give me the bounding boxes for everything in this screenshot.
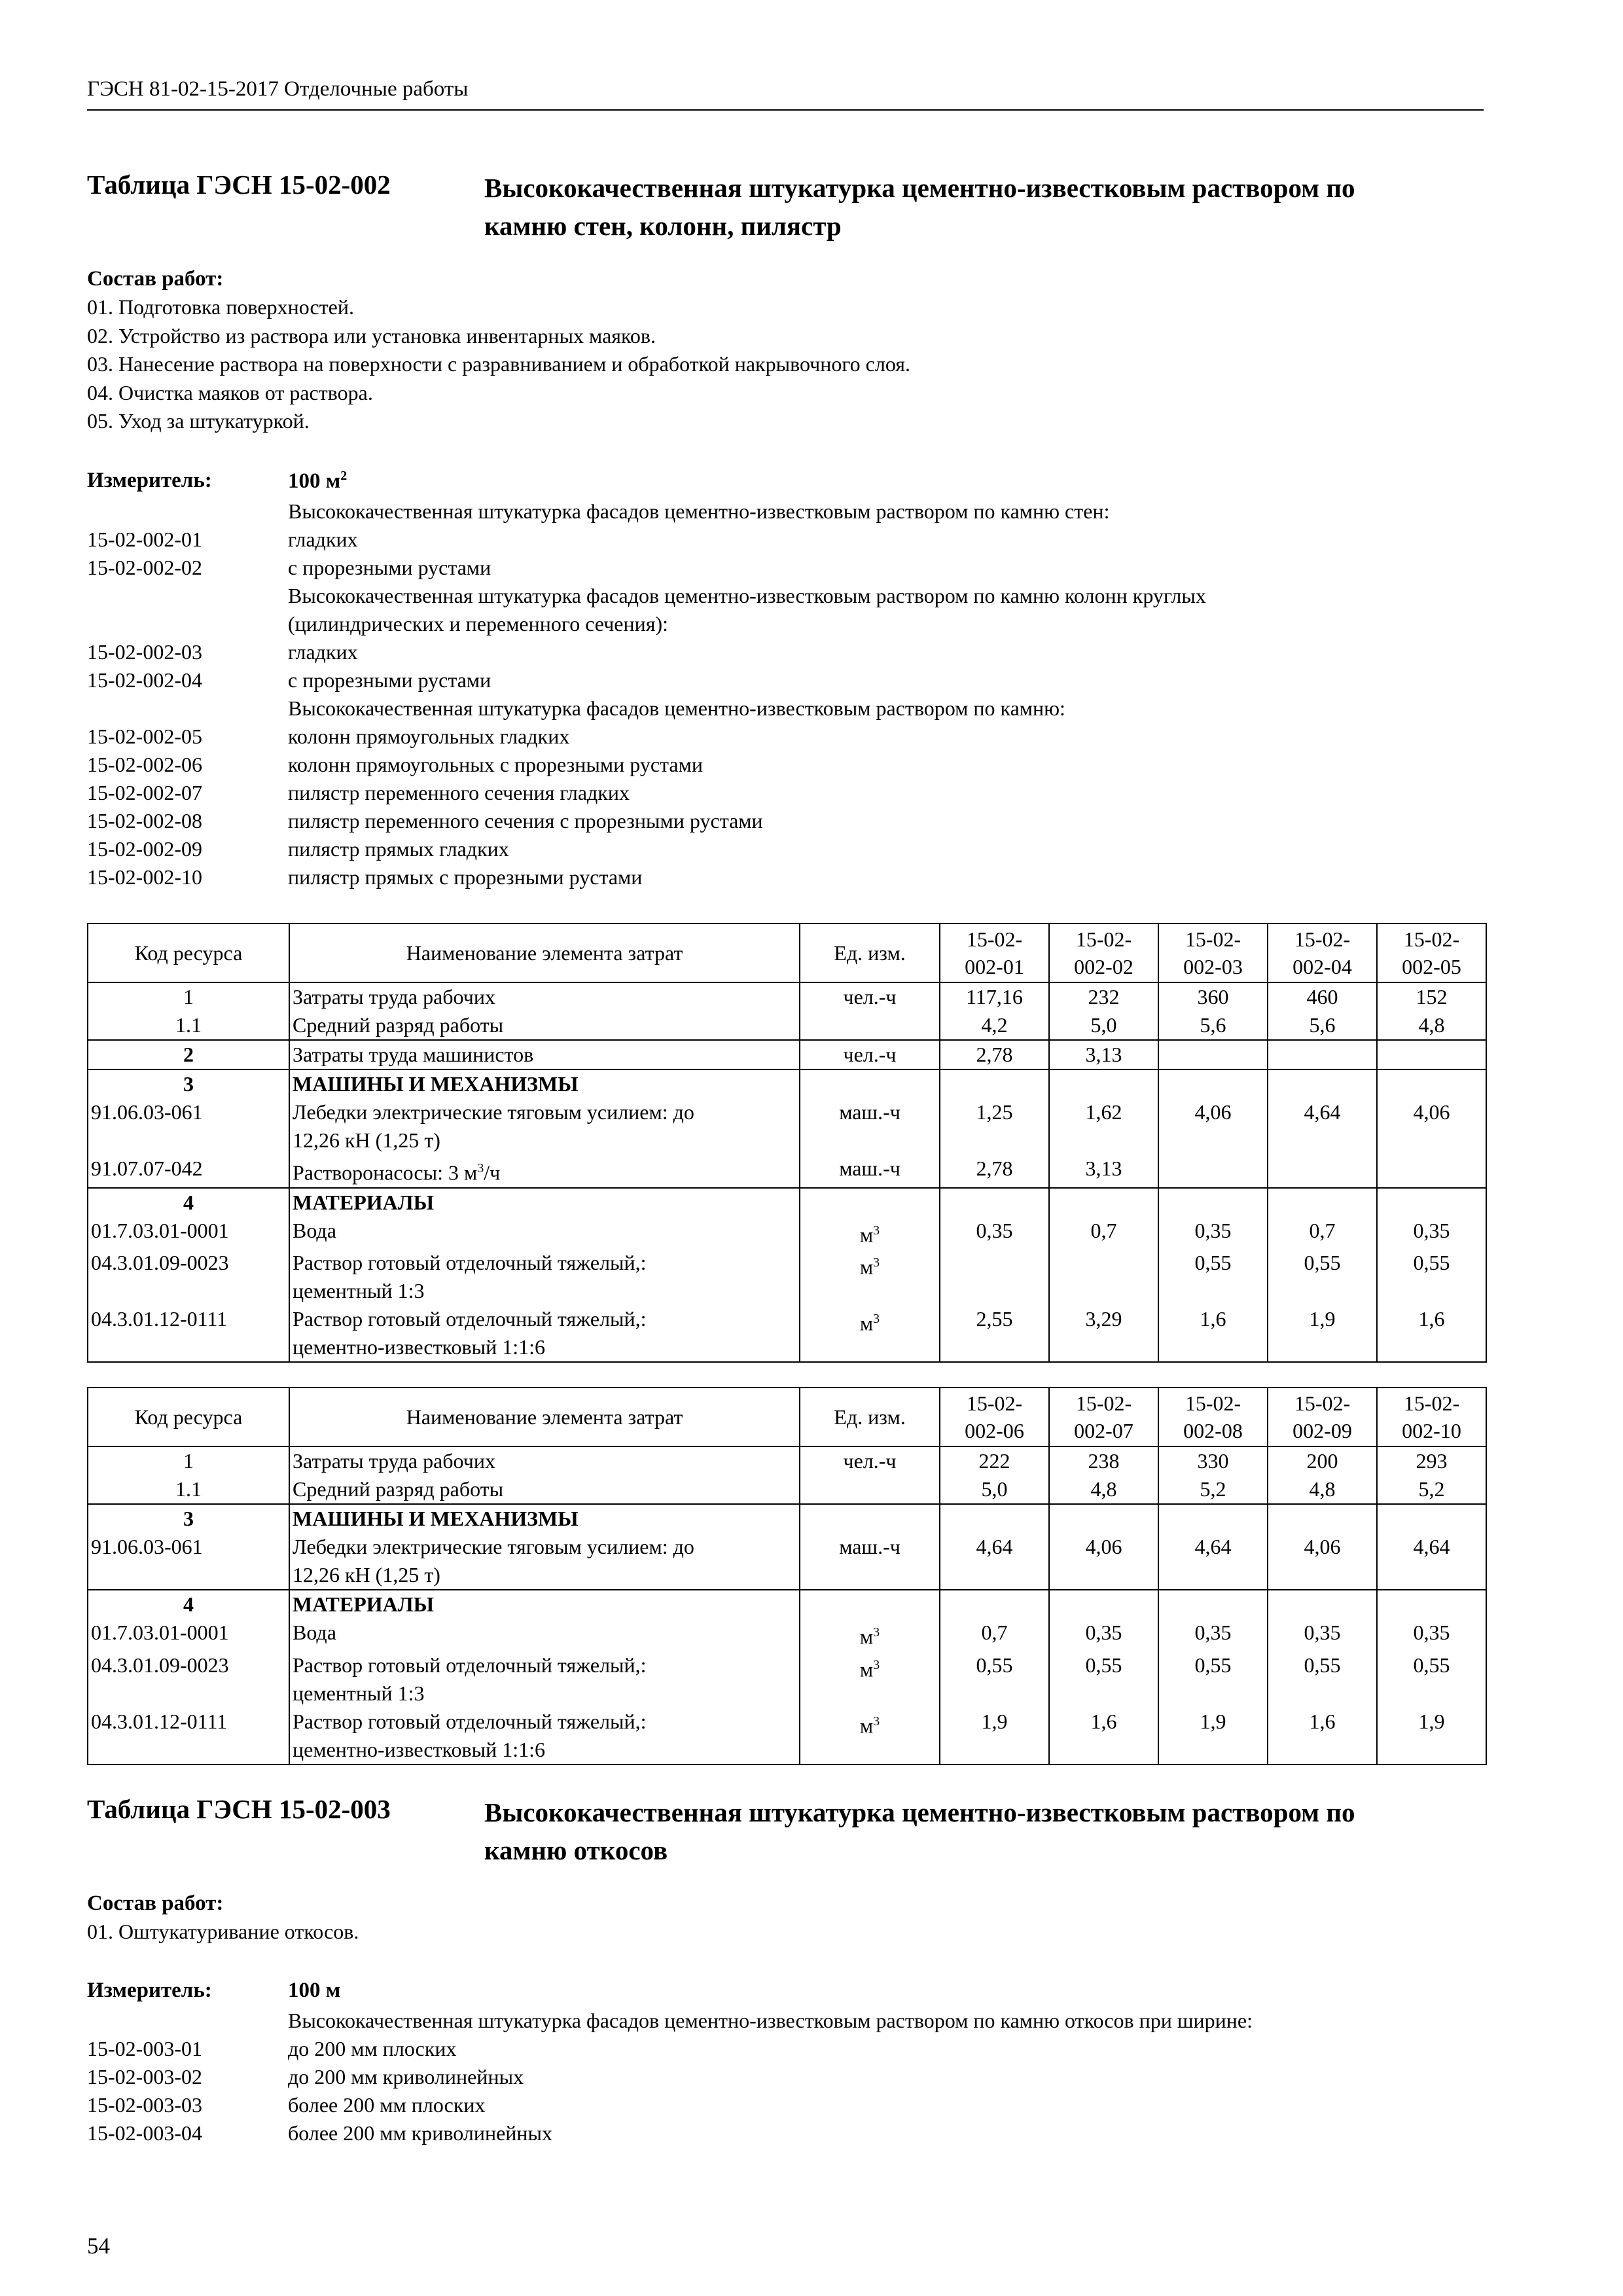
value-cell: 4,8 <box>1377 1011 1486 1040</box>
item-text: пилястр переменного сечения гладких <box>288 781 630 804</box>
norm-code-part: 15-02- <box>1185 927 1241 951</box>
value-cell: 0,55 <box>940 1651 1049 1708</box>
resource-name <box>289 1651 800 1708</box>
item-text: с прорезными рустами <box>288 668 491 692</box>
table-row <box>88 1098 1486 1155</box>
resource-code: 3 <box>88 1504 289 1533</box>
norm-code-part: 15-02- <box>1403 927 1460 951</box>
work-item: 01. Подготовка поверхностей. <box>87 295 354 319</box>
resource-unit <box>800 1651 940 1708</box>
resource-name: Средний разряд работы <box>289 1011 800 1040</box>
resource-unit <box>800 1475 940 1504</box>
table-title <box>484 169 1492 245</box>
norm-code-part: 002-03 <box>1183 955 1243 978</box>
item-code: 15-02-002-04 <box>87 668 202 692</box>
value-cell: 0,7 <box>940 1619 1049 1651</box>
resource-name <box>289 1305 800 1362</box>
cost-table-2 <box>87 1387 1487 1765</box>
table-title-line: Высококачественная штукатурка цементно-известковым раствором по <box>484 173 1355 203</box>
resource-unit <box>800 1619 940 1651</box>
norm-code-part: 002-01 <box>965 955 1024 978</box>
group-heading: Высококачественная штукатурка фасадов цементно-известковым раствором по камню стен: <box>288 499 1110 523</box>
value-cell: 3,13 <box>1049 1155 1158 1188</box>
col-header-norm <box>1377 924 1486 982</box>
value-cell: 5,0 <box>940 1475 1049 1504</box>
norm-code-part: 002-09 <box>1293 1419 1352 1443</box>
value-cell <box>1377 1155 1486 1188</box>
work-item: 01. Оштукатуривание откосов. <box>87 1920 359 1943</box>
table-row <box>88 1619 1486 1651</box>
col-header-norm <box>1268 1388 1377 1446</box>
col-header-norm <box>1268 924 1377 982</box>
norm-code-part: 15-02- <box>966 1391 1023 1415</box>
group-heading: Высококачественная штукатурка фасадов цементно-известковым раствором по камню: <box>288 696 1065 720</box>
group-heading: Высококачественная штукатурка фасадов цементно-известковым раствором по камню колонн круглых <box>288 584 1206 607</box>
name-line: 12,26 кН (1,25 т) <box>293 1128 440 1152</box>
name-line: цементный 1:3 <box>293 1279 425 1303</box>
group-heading: Высококачественная штукатурка фасадов цементно-известковым раствором по камню откосов при ширине: <box>288 2009 1253 2032</box>
work-item: 02. Устройство из раствора или установка инвентарных маяков. <box>87 323 656 348</box>
item-code: 15-02-002-01 <box>87 528 202 551</box>
value-cell: 293 <box>1377 1446 1486 1475</box>
norm-code-part: 002-08 <box>1183 1419 1243 1443</box>
value-cell: 222 <box>940 1446 1049 1475</box>
unit-text: м <box>859 1624 874 1649</box>
item-text: гладких <box>288 640 358 664</box>
resource-unit: чел.-ч <box>800 982 940 1011</box>
value-cell: 0,35 <box>1049 1619 1158 1651</box>
resource-name <box>289 1708 800 1765</box>
table-header-row <box>88 924 1486 982</box>
value-cell: 2,78 <box>940 1040 1049 1069</box>
value-cell: 330 <box>1158 1446 1268 1475</box>
table-row <box>88 1069 1486 1098</box>
value-cell: 0,7 <box>1049 1217 1158 1249</box>
value-cell: 4,8 <box>1049 1475 1158 1504</box>
resource-name: Средний разряд работы <box>289 1475 800 1504</box>
item-code: 15-02-003-01 <box>87 2037 202 2060</box>
name-line: цементно-известковый 1:1:6 <box>293 1335 545 1359</box>
table-row <box>88 1651 1486 1708</box>
resource-code: 1.1 <box>88 1011 289 1040</box>
resource-code: 1 <box>88 1446 289 1475</box>
resource-code: 3 <box>88 1069 289 1098</box>
table-title <box>484 1793 1492 1869</box>
value-cell: 4,8 <box>1268 1475 1377 1504</box>
value-cell <box>1158 1040 1268 1069</box>
work-item: 04. Очистка маяков от раствора. <box>87 380 373 404</box>
item-code: 15-02-002-07 <box>87 781 202 804</box>
resource-unit <box>800 1217 940 1249</box>
value-cell: 0,35 <box>940 1217 1049 1249</box>
value-cell: 4,06 <box>1158 1098 1268 1155</box>
item-text: пилястр прямых гладких <box>288 837 509 861</box>
table-row <box>88 1249 1486 1305</box>
value-cell: 0,7 <box>1268 1217 1377 1249</box>
value-cell: 0,35 <box>1268 1619 1377 1651</box>
resource-name: Затраты труда машинистов <box>289 1040 800 1069</box>
name-text: Растворонасосы: 3 м <box>293 1160 478 1185</box>
value-cell <box>1268 1040 1377 1069</box>
col-header-code: Код ресурса <box>88 1388 289 1446</box>
unit-sup: 3 <box>873 1312 880 1327</box>
table-row <box>88 982 1486 1011</box>
value-cell: 1,25 <box>940 1098 1049 1155</box>
resource-unit <box>800 1011 940 1040</box>
norm-code-part: 15-02- <box>1185 1391 1241 1415</box>
resource-name <box>289 1155 800 1188</box>
value-cell <box>1158 1155 1268 1188</box>
value-cell: 0,55 <box>1049 1651 1158 1708</box>
item-code: 15-02-002-10 <box>87 865 202 889</box>
value-cell: 5,6 <box>1158 1011 1268 1040</box>
col-header-code: Код ресурса <box>88 924 289 982</box>
meter-value: 100 м <box>288 1979 341 2002</box>
value-cell: 2,78 <box>940 1155 1049 1188</box>
resource-name: Вода <box>289 1217 800 1249</box>
unit-text: м <box>859 1223 874 1247</box>
item-text: пилястр прямых с прорезными рустами <box>288 865 643 889</box>
resource-name: Затраты труда рабочих <box>289 982 800 1011</box>
table-title-line: камню откосов <box>484 1835 668 1865</box>
value-cell: 4,2 <box>940 1011 1049 1040</box>
item-code: 15-02-003-04 <box>87 2121 202 2145</box>
resource-unit: маш.-ч <box>800 1155 940 1188</box>
meter-sup: 2 <box>340 469 348 483</box>
name-line: Раствор готовый отделочный тяжелый,: <box>293 1251 647 1275</box>
table-title-line: камню стен, колонн, пилястр <box>484 211 842 241</box>
table-row <box>88 1504 1486 1533</box>
value-cell: 4,64 <box>940 1533 1049 1590</box>
value-cell: 360 <box>1158 982 1268 1011</box>
value-cell: 2,55 <box>940 1305 1049 1362</box>
resource-code: 04.3.01.09-0023 <box>88 1651 289 1708</box>
table-row <box>88 1217 1486 1249</box>
works-list <box>87 293 910 436</box>
name-line: цементный 1:3 <box>293 1681 425 1705</box>
value-cell: 4,64 <box>1158 1533 1268 1590</box>
value-cell: 0,35 <box>1158 1619 1268 1651</box>
item-text: с прорезными рустами <box>288 556 491 579</box>
section-title: МАШИНЫ И МЕХАНИЗМЫ <box>289 1069 800 1098</box>
table-title-line: Высококачественная штукатурка цементно-известковым раствором по <box>484 1797 1355 1827</box>
table-row <box>88 1155 1486 1188</box>
norm-code-part: 002-06 <box>965 1419 1024 1443</box>
value-cell: 0,55 <box>1377 1249 1486 1305</box>
table-row <box>88 1533 1486 1590</box>
table-row <box>88 1475 1486 1504</box>
value-cell: 232 <box>1049 982 1158 1011</box>
item-code: 15-02-002-03 <box>87 640 202 664</box>
value-cell: 1,9 <box>1158 1708 1268 1765</box>
resource-unit: маш.-ч <box>800 1098 940 1155</box>
value-cell: 5,2 <box>1377 1475 1486 1504</box>
resource-name <box>289 1533 800 1590</box>
name-line: Раствор готовый отделочный тяжелый,: <box>293 1653 647 1677</box>
unit-sup: 3 <box>873 1625 880 1640</box>
item-text: до 200 мм криволинейных <box>288 2065 524 2089</box>
col-header-unit: Ед. изм. <box>800 1388 940 1446</box>
col-header-norm <box>1158 1388 1268 1446</box>
norm-code-part: 002-04 <box>1293 955 1352 978</box>
norm-code-part: 15-02- <box>1294 927 1351 951</box>
section-title: МАТЕРИАЛЫ <box>289 1188 800 1217</box>
item-code: 15-02-003-02 <box>87 2065 202 2089</box>
value-cell: 4,06 <box>1049 1533 1158 1590</box>
unit-sup: 3 <box>873 1223 880 1238</box>
unit-sup: 3 <box>477 1161 484 1175</box>
value-cell: 460 <box>1268 982 1377 1011</box>
page-number: 54 <box>87 2233 110 2259</box>
resource-name <box>289 1098 800 1155</box>
item-text: колонн прямоугольных гладких <box>288 725 570 748</box>
value-cell: 0,55 <box>1158 1651 1268 1708</box>
item-text: до 200 мм плоских <box>288 2037 457 2060</box>
value-cell: 1,6 <box>1049 1708 1158 1765</box>
unit-sup: 3 <box>873 1657 880 1672</box>
item-text: колонн прямоугольных с прорезными рустами <box>288 753 703 776</box>
resource-code: 4 <box>88 1590 289 1619</box>
col-header-norm <box>940 924 1049 982</box>
value-cell: 3,29 <box>1049 1305 1158 1362</box>
item-text: пилястр переменного сечения с прорезными рустами <box>288 809 763 833</box>
norm-code-part: 15-02- <box>1294 1391 1351 1415</box>
unit-text: м <box>859 1713 874 1738</box>
value-cell: 200 <box>1268 1446 1377 1475</box>
value-cell: 0,55 <box>1268 1651 1377 1708</box>
name-line: Раствор готовый отделочный тяжелый,: <box>293 1307 647 1331</box>
resource-code: 04.3.01.12-0111 <box>88 1305 289 1362</box>
resource-name <box>289 1249 800 1305</box>
item-code: 15-02-003-03 <box>87 2093 202 2117</box>
value-cell: 1,9 <box>1268 1305 1377 1362</box>
unit-text: м <box>859 1255 874 1279</box>
item-text: гладких <box>288 528 358 551</box>
item-code: 15-02-002-06 <box>87 753 202 776</box>
name-line: Раствор готовый отделочный тяжелый,: <box>293 1709 647 1733</box>
resource-code: 1 <box>88 982 289 1011</box>
section-title: МАШИНЫ И МЕХАНИЗМЫ <box>289 1504 800 1533</box>
name-tail: /ч <box>484 1160 501 1185</box>
item-text: более 200 мм криволинейных <box>288 2121 553 2145</box>
resource-code: 2 <box>88 1040 289 1069</box>
value-cell: 4,64 <box>1268 1098 1377 1155</box>
resource-code: 91.06.03-061 <box>88 1533 289 1590</box>
running-header: ГЭСН 81-02-15-2017 Отделочные работы <box>87 77 469 101</box>
table-row <box>88 1011 1486 1040</box>
works-heading: Состав работ: <box>87 1892 224 1915</box>
table-name: Таблица ГЭСН 15-02-003 <box>87 1794 391 1824</box>
col-header-norm <box>940 1388 1049 1446</box>
cost-table-1 <box>87 923 1487 1363</box>
item-text: более 200 мм плоских <box>288 2093 486 2117</box>
value-cell: 1,9 <box>940 1708 1049 1765</box>
value-cell: 5,6 <box>1268 1011 1377 1040</box>
value-cell: 238 <box>1049 1446 1158 1475</box>
col-header-unit: Ед. изм. <box>800 924 940 982</box>
table-row <box>88 1446 1486 1475</box>
value-cell: 5,2 <box>1158 1475 1268 1504</box>
norm-code-part: 15-02- <box>1075 927 1132 951</box>
resource-unit <box>800 1305 940 1362</box>
value-cell: 4,06 <box>1377 1098 1486 1155</box>
resource-unit: чел.-ч <box>800 1040 940 1069</box>
value-cell: 0,35 <box>1377 1217 1486 1249</box>
value-cell <box>1049 1249 1158 1305</box>
value-cell: 152 <box>1377 982 1486 1011</box>
resource-unit: чел.-ч <box>800 1446 940 1475</box>
col-header-norm <box>1377 1388 1486 1446</box>
unit-sup: 3 <box>873 1255 880 1270</box>
resource-unit <box>800 1249 940 1305</box>
col-header-name: Наименование элемента затрат <box>289 1388 800 1446</box>
group-heading: (цилиндрических и переменного сечения): <box>288 612 668 636</box>
value-cell: 5,0 <box>1049 1011 1158 1040</box>
resource-code: 01.7.03.01-0001 <box>88 1619 289 1651</box>
table-row <box>88 1708 1486 1765</box>
meter-label: Измеритель: <box>87 469 212 492</box>
value-cell: 1,9 <box>1377 1708 1486 1765</box>
resource-unit: маш.-ч <box>800 1533 940 1590</box>
table-row <box>88 1040 1486 1069</box>
value-cell: 1,6 <box>1377 1305 1486 1362</box>
col-header-name: Наименование элемента затрат <box>289 924 800 982</box>
value-cell <box>1377 1040 1486 1069</box>
resource-name: Затраты труда рабочих <box>289 1446 800 1475</box>
resource-code: 1.1 <box>88 1475 289 1504</box>
unit-text: м <box>859 1657 874 1681</box>
value-cell: 4,64 <box>1377 1533 1486 1590</box>
resource-code: 04.3.01.12-0111 <box>88 1708 289 1765</box>
value-cell: 0,55 <box>1377 1651 1486 1708</box>
value-cell: 0,55 <box>1268 1249 1377 1305</box>
value-cell: 4,06 <box>1268 1533 1377 1590</box>
work-item: 05. Уход за штукатуркой. <box>87 409 310 433</box>
col-header-norm <box>1049 924 1158 982</box>
value-cell <box>940 1249 1049 1305</box>
resource-code: 91.06.03-061 <box>88 1098 289 1155</box>
norm-code-part: 002-10 <box>1402 1419 1461 1443</box>
table-name: Таблица ГЭСН 15-02-002 <box>87 170 391 200</box>
meter-label: Измеритель: <box>87 1979 212 2002</box>
item-code: 15-02-002-05 <box>87 725 202 748</box>
value-cell: 1,6 <box>1268 1708 1377 1765</box>
value-cell: 117,16 <box>940 982 1049 1011</box>
col-header-norm <box>1158 924 1268 982</box>
norm-code-part: 002-05 <box>1402 955 1461 978</box>
resource-code: 04.3.01.09-0023 <box>88 1249 289 1305</box>
value-cell: 0,55 <box>1158 1249 1268 1305</box>
table-row <box>88 1590 1486 1619</box>
resource-code: 91.07.07-042 <box>88 1155 289 1188</box>
table-header-row <box>88 1388 1486 1446</box>
table-row <box>88 1188 1486 1217</box>
norm-code-part: 15-02- <box>1075 1391 1132 1415</box>
norm-code-part: 002-07 <box>1074 1419 1133 1443</box>
name-line: Лебедки электрические тяговым усилием: до <box>293 1100 694 1124</box>
work-item: 03. Нанесение раствора на поверхности с разравниванием и обработкой накрывочного слоя. <box>87 352 910 376</box>
unit-text: м <box>859 1311 874 1335</box>
name-line: 12,26 кН (1,25 т) <box>293 1563 440 1587</box>
value-cell <box>1268 1155 1377 1188</box>
resource-unit <box>800 1708 940 1765</box>
value-cell: 0,35 <box>1158 1217 1268 1249</box>
works-heading: Состав работ: <box>87 267 224 291</box>
norm-code-part: 15-02- <box>966 927 1023 951</box>
norm-code-part: 15-02- <box>1403 1391 1460 1415</box>
resource-code: 4 <box>88 1188 289 1217</box>
name-line: Лебедки электрические тяговым усилием: до <box>293 1535 694 1558</box>
value-cell: 3,13 <box>1049 1040 1158 1069</box>
col-header-norm <box>1049 1388 1158 1446</box>
table-row <box>88 1305 1486 1362</box>
value-cell: 0,35 <box>1377 1619 1486 1651</box>
meter-value-text: 100 м <box>288 469 341 493</box>
resource-name: Вода <box>289 1619 800 1651</box>
item-code: 15-02-002-02 <box>87 556 202 579</box>
value-cell: 1,62 <box>1049 1098 1158 1155</box>
item-code: 15-02-002-09 <box>87 837 202 861</box>
section-title: МАТЕРИАЛЫ <box>289 1590 800 1619</box>
value-cell: 1,6 <box>1158 1305 1268 1362</box>
norm-code-part: 002-02 <box>1074 955 1133 978</box>
name-line: цементно-известковый 1:1:6 <box>293 1737 545 1761</box>
header-rule <box>87 109 1484 111</box>
unit-sup: 3 <box>873 1713 880 1729</box>
resource-code: 01.7.03.01-0001 <box>88 1217 289 1249</box>
meter-value <box>288 469 347 493</box>
item-code: 15-02-002-08 <box>87 809 202 833</box>
